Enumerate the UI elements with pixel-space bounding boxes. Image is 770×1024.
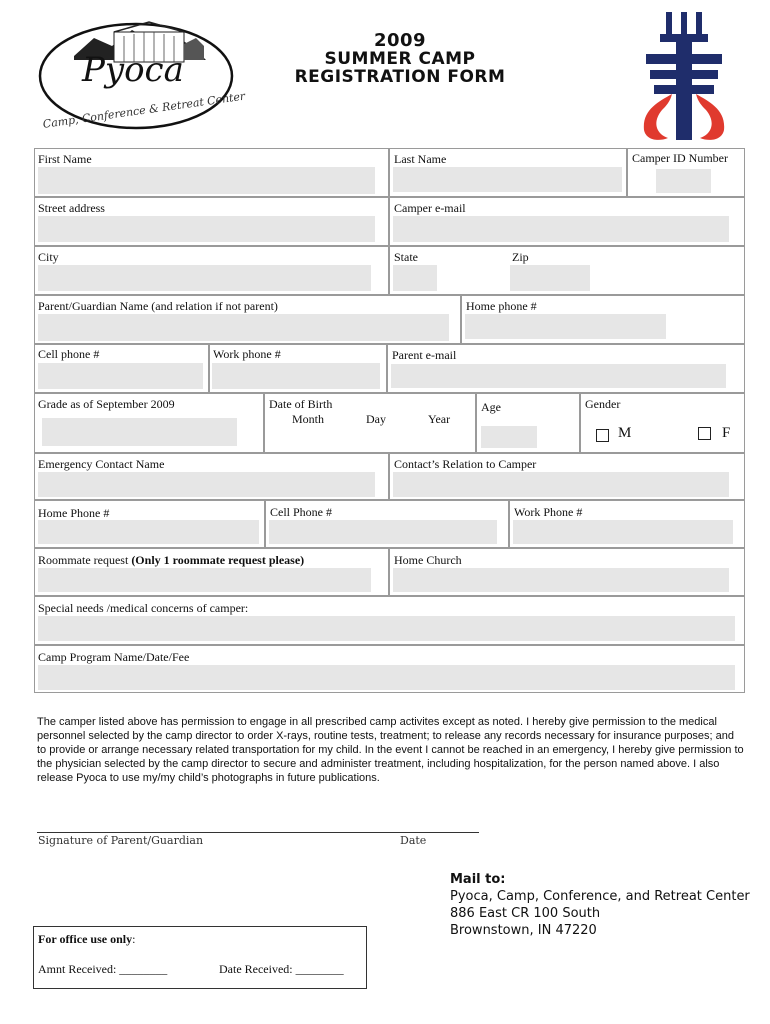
gender-f-checkbox[interactable] — [698, 427, 711, 440]
program-field[interactable] — [38, 665, 735, 690]
dob-label: Date of Birth — [269, 397, 333, 411]
roommate-label-emphasis: (Only 1 roommate request please) — [131, 553, 305, 567]
program-label: Camp Program Name/Date/Fee — [38, 650, 190, 664]
form-title-line1: SUMMER CAMP — [324, 48, 476, 69]
date-received: Date Received: ________ — [219, 962, 344, 976]
cell-phone-label: Cell phone # — [38, 347, 100, 361]
office-use-colon: : — [132, 932, 136, 946]
state-field[interactable] — [393, 265, 437, 291]
e-cell-phone-label: Cell Phone # — [270, 505, 332, 519]
roommate-label-text: Roommate request — [38, 553, 132, 567]
grade-label: Grade as of September 2009 — [38, 397, 175, 411]
city-label: City — [38, 250, 59, 264]
e-work-phone-field[interactable] — [513, 520, 733, 544]
mail-to-line1: Pyoca, Camp, Conference, and Retreat Center — [450, 889, 750, 904]
age-field[interactable] — [481, 426, 537, 448]
parent-name-field[interactable] — [38, 314, 449, 341]
home-phone-field[interactable] — [465, 314, 666, 339]
home-church-field[interactable] — [393, 568, 729, 592]
state-label: State — [394, 250, 418, 264]
gender-label: Gender — [585, 397, 621, 411]
camper-email-label: Camper e-mail — [394, 201, 466, 215]
work-phone-label: Work phone # — [213, 347, 281, 361]
special-needs-label: Special needs /medical concerns of camper: — [38, 601, 249, 615]
first-name-field[interactable] — [38, 167, 375, 194]
mail-to-block — [450, 871, 750, 939]
emergency-name-field[interactable] — [38, 472, 375, 497]
emergency-relation-field[interactable] — [393, 472, 729, 497]
roommate-label — [38, 553, 304, 568]
zip-label: Zip — [512, 250, 529, 264]
presbyterian-cross-emblem — [628, 10, 740, 145]
dob-day-label: Day — [366, 412, 386, 426]
mail-to-line2: 886 East CR 100 South — [450, 906, 601, 921]
home-church-label: Home Church — [394, 553, 462, 567]
logo-name: Pyoca — [82, 50, 184, 90]
cell-phone-field[interactable] — [38, 363, 203, 389]
amount-received: Amnt Received: ________ — [38, 962, 168, 976]
grade-field[interactable] — [42, 418, 237, 446]
e-home-phone-field[interactable] — [38, 520, 259, 544]
special-needs-field[interactable] — [38, 616, 735, 641]
work-phone-field[interactable] — [212, 363, 380, 389]
parent-email-field[interactable] — [391, 364, 726, 388]
office-use-heading-text: For office use only — [38, 932, 133, 946]
form-year: 2009 — [373, 30, 427, 51]
last-name-label: Last Name — [394, 152, 447, 166]
form-title-line2: REGISTRATION FORM — [294, 66, 506, 87]
signature-label: Signature of Parent/Guardian — [38, 834, 204, 847]
street-field[interactable] — [38, 216, 375, 242]
camper-id-field[interactable] — [656, 169, 711, 193]
camper-id-label: Camper ID Number — [632, 151, 728, 165]
permission-statement: The camper listed above has permission to engage in all prescribed camp activites except as noted. I hereby give permission to the medical personnel selected by the camp director to order X-rays, routine tests, treatment; to release any records necessary for insurance purposes; and to provide or arrange necessary related transportation for my child. In the event I cannot be reached in an emergency, I hereby give permission to the physician selected by the camp director to secure and administer treatment, including hospitalization, for the person named above. I also release Pyoca to use my/my child’s photographs in future publications. — [37, 716, 744, 784]
age-label: Age — [481, 400, 501, 414]
mail-to-heading: Mail to: — [450, 872, 506, 887]
dob-month-label: Month — [292, 412, 325, 426]
e-home-phone-label: Home Phone # — [38, 506, 110, 520]
zip-field[interactable] — [510, 265, 590, 291]
city-field[interactable] — [38, 265, 371, 291]
roommate-field[interactable] — [38, 568, 371, 592]
office-use-heading — [38, 932, 135, 947]
first-name-label: First Name — [38, 152, 92, 166]
signature-date-label: Date — [400, 834, 427, 847]
gender-m-checkbox[interactable] — [596, 429, 609, 442]
parent-email-label: Parent e-mail — [392, 348, 457, 362]
gender-m-label: M — [618, 425, 632, 441]
camper-email-field[interactable] — [393, 216, 729, 242]
e-work-phone-label: Work Phone # — [514, 505, 583, 519]
signature-line[interactable] — [37, 832, 479, 833]
emergency-relation-label: Contact’s Relation to Camper — [394, 457, 537, 471]
dob-year-label: Year — [428, 412, 451, 426]
last-name-field[interactable] — [393, 167, 622, 192]
gender-f-label: F — [722, 425, 731, 441]
parent-name-label: Parent/Guardian Name (and relation if not parent) — [38, 299, 278, 313]
home-phone-label: Home phone # — [466, 299, 537, 313]
street-label: Street address — [38, 201, 105, 215]
logo-subtitle: Camp, Conference & Retreat Center — [42, 89, 246, 131]
mail-to-line3: Brownstown, IN 47220 — [450, 923, 597, 938]
emergency-name-label: Emergency Contact Name — [38, 457, 165, 471]
e-cell-phone-field[interactable] — [269, 520, 497, 544]
